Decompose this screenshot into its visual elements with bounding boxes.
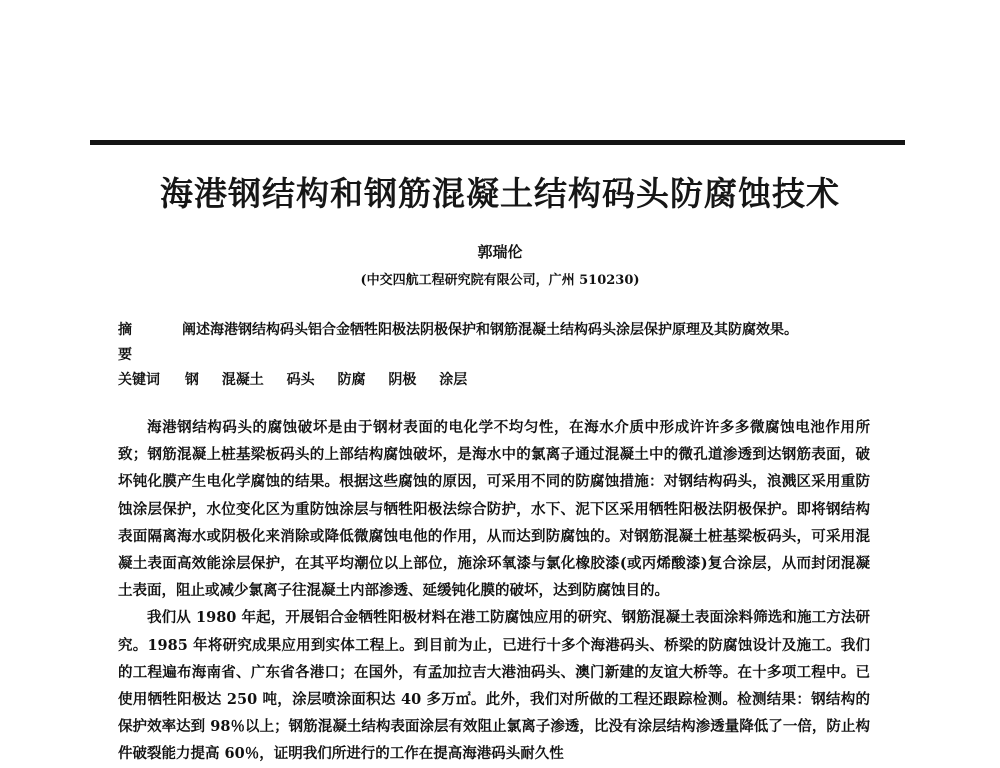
keyword-item: 防腐 (337, 372, 366, 388)
abstract-block (118, 318, 870, 363)
keyword-item: 钢 (184, 372, 199, 388)
header-rule (90, 140, 905, 145)
author-name: 郭瑞伦 (477, 243, 523, 261)
abstract-label: 摘 要 (118, 322, 142, 363)
keyword-item: 码头 (286, 372, 315, 388)
body-paragraph: 海港钢结构码头的腐蚀破坏是由于钢材表面的电化学不均匀性，在海水介质中形成许许多多微腐蚀电池作用所致；钢筋混凝上桩基梁板码头的上部结构腐蚀破坏，是海水中的氯离子通过混凝土中的微孔道渗透到达钢筋表面，破坏钝化膜产生电化学腐蚀的结果。根据这些腐蚀的原因，可采用不同的防腐蚀措施：对钢结构码头，浪溅区采用重防蚀涂层保护，水位变化区为重防蚀涂层与牺牲阳极法综合防护，水下、泥下区采用牺牲阳极法阴极保护。即将钢结构表面隔离海水或阴极化来消除或降低微腐蚀电他的作用，从而达到防腐蚀的。对钢筋混凝土桩基梁板码头，可采用混凝土表面高效能涂层保护，在其平均潮位以上部位，施涂环氧漆与氯化橡胶漆(或丙烯酸漆)复合涂层，从而封闭混凝土表面，阻止或减少氯离子往混凝土内部渗透、延缓钝化膜的破坏，达到防腐蚀目的。 (118, 419, 870, 600)
body-paragraph: 我们从 1980 年起，开展铝合金牺牲阳极材料在港工防腐蚀应用的研究、钢筋混凝土表面涂料筛选和施工方法研究。1985 年将研究成果应用到实体工程上。到目前为止，已进行十多个海港码头、桥梁的防腐蚀设计及施工。我们的工程遍布海南省、广东省各港口；在国外，有孟加拉吉大港油码头、澳门新建的友谊大桥等。在十多项工程中。已使用牺牲阳极达 250 吨，涂层喷涂面积达 40 多万㎡。此外，我们对所做的工程还跟踪检测。检测结果：钢结构的保护效率达到 98％以上；钢筋混凝土结构表面涂层有效阻止氯离子渗透，比没有涂层结构渗透量降低了一倍，防止构件破裂能力提高 60％，证明我们所进行的工作在提高海港码头耐久性 (118, 609, 870, 763)
keywords-block (118, 368, 870, 393)
keyword-item: 阴极 (388, 372, 417, 388)
keywords-label: 关键词 (118, 372, 160, 388)
keyword-item: 混凝土 (221, 372, 264, 388)
keyword-item: 涂层 (439, 372, 468, 388)
author-affiliation: (中交四航工程研究院有限公司，广州 510230) (360, 273, 640, 288)
abstract-text: 阐述海港钢结构码头铝合金牺牲阳极法阴极保护和钢筋混凝土结构码头涂层保护原理及其防腐效果。 (182, 322, 798, 338)
paper-title: 海港钢结构和钢筋混凝土结构码头防腐蚀技术 (160, 174, 840, 213)
body-text (118, 414, 870, 768)
